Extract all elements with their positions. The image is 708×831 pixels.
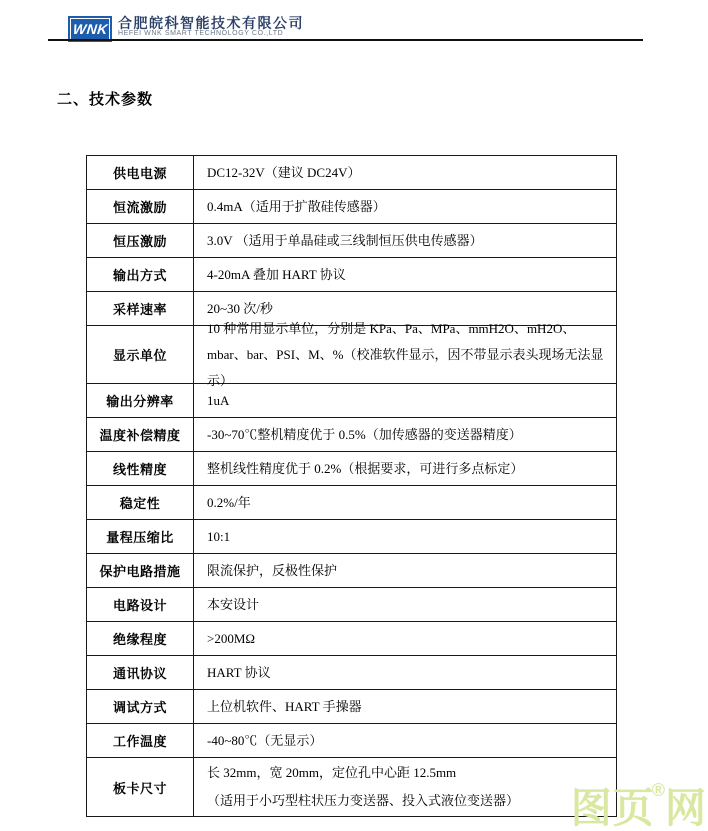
row-value: 0.4mA（适用于扩散硅传感器） bbox=[207, 198, 386, 214]
watermark bbox=[571, 781, 707, 829]
table-row bbox=[87, 486, 616, 520]
row-value: HART 协议 bbox=[207, 664, 271, 680]
row-label: 输出分辨率 bbox=[87, 384, 194, 417]
row-label: 量程压缩比 bbox=[87, 520, 194, 553]
registered-trademark-icon: ® bbox=[651, 780, 666, 800]
table-row bbox=[87, 520, 616, 554]
row-value: 4-20mA 叠加 HART 协议 bbox=[207, 266, 346, 282]
row-value: -30~70℃整机精度优于 0.5%（加传感器的变送器精度） bbox=[207, 426, 522, 442]
spec-table bbox=[86, 155, 617, 817]
row-value: 0.2%/年 bbox=[207, 494, 251, 510]
table-row bbox=[87, 724, 616, 758]
row-label: 恒压激励 bbox=[87, 224, 194, 257]
row-value: 3.0V （适用于单晶硅或三线制恒压供电传感器） bbox=[207, 232, 483, 248]
section-title: 二、技术参数 bbox=[57, 91, 154, 108]
row-label: 绝缘程度 bbox=[87, 622, 194, 655]
row-label: 通讯协议 bbox=[87, 656, 194, 689]
row-label: 保护电路措施 bbox=[87, 554, 194, 587]
row-value: 本安设计 bbox=[207, 596, 260, 612]
table-row bbox=[87, 224, 616, 258]
table-row bbox=[87, 418, 616, 452]
row-label: 供电电源 bbox=[87, 156, 194, 189]
table-row bbox=[87, 656, 616, 690]
table-row bbox=[87, 690, 616, 724]
table-row bbox=[87, 190, 616, 224]
wnk-logo-text: WNK bbox=[71, 21, 109, 37]
row-value-line-1: 长 32mm，宽 20mm，定位孔中心距 12.5mm bbox=[207, 765, 457, 780]
table-row bbox=[87, 588, 616, 622]
row-label: 显示单位 bbox=[87, 326, 194, 383]
table-row bbox=[87, 452, 616, 486]
watermark-text-right: 网 bbox=[665, 785, 707, 831]
row-value: 20~30 次/秒 bbox=[207, 300, 273, 316]
row-label: 工作温度 bbox=[87, 724, 194, 757]
table-row bbox=[87, 622, 616, 656]
table-row bbox=[87, 258, 616, 292]
row-label: 恒流激励 bbox=[87, 190, 194, 223]
company-name-cn: 合肥皖科智能技术有限公司 bbox=[118, 17, 304, 32]
row-value: DC12-32V（建议 DC24V） bbox=[207, 164, 361, 180]
row-label: 稳定性 bbox=[87, 486, 194, 519]
row-value: 10 种常用显示单位，分别是 KPa、Pa、MPa、mmH2O、mH2O、mbar、bar、PSI、M、%（校准软件显示，因不带显示表头现场无法显示） bbox=[207, 320, 604, 388]
row-label: 调试方式 bbox=[87, 690, 194, 723]
row-label: 板卡尺寸 bbox=[87, 758, 194, 816]
header-divider bbox=[48, 39, 643, 41]
row-value-line-2: （适用于小巧型柱状压力变送器、投入式液位变送器） bbox=[207, 793, 520, 808]
watermark-text-left: 图页 bbox=[570, 785, 655, 831]
row-value: 1uA bbox=[207, 392, 230, 408]
table-row bbox=[87, 384, 616, 418]
row-value: 10:1 bbox=[207, 528, 231, 544]
table-row bbox=[87, 758, 616, 816]
row-label: 线性精度 bbox=[87, 452, 194, 485]
row-value: >200MΩ bbox=[207, 630, 256, 646]
row-label: 电路设计 bbox=[87, 588, 194, 621]
table-row bbox=[87, 554, 616, 588]
row-value: 整机线性精度优于 0.2%（根据要求，可进行多点标定） bbox=[207, 460, 524, 476]
row-value bbox=[194, 758, 616, 816]
row-label: 温度补偿精度 bbox=[87, 418, 194, 451]
row-value: -40~80℃（无显示） bbox=[207, 732, 323, 748]
table-row bbox=[87, 156, 616, 190]
table-row bbox=[87, 320, 616, 388]
row-value: 限流保护，反极性保护 bbox=[207, 562, 338, 578]
row-label: 输出方式 bbox=[87, 258, 194, 291]
row-label: 采样速率 bbox=[87, 292, 194, 325]
wnk-logo-frame bbox=[70, 18, 110, 40]
row-value: 上位机软件、HART 手操器 bbox=[207, 698, 362, 714]
company-name-en: HEFEI WNK SMART TECHNOLOGY CO.,LTD bbox=[118, 30, 284, 37]
